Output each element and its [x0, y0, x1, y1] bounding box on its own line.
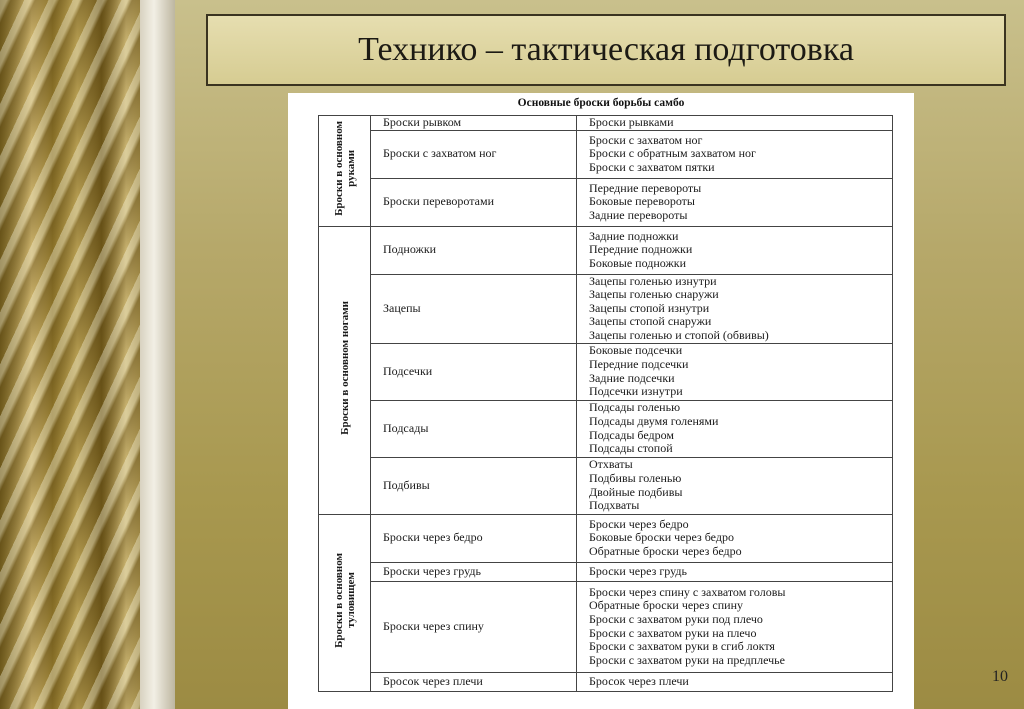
- throws-table: [318, 115, 893, 692]
- technique-item: Броски с захватом ног: [589, 132, 703, 147]
- technique-item: Задние подножки: [589, 228, 679, 243]
- group-label-cell: [319, 514, 371, 691]
- throw-category: Броски через грудь: [371, 562, 577, 581]
- technique-item: Броски с захватом руки на плечо: [589, 625, 757, 640]
- group-label: Броски в основном руками: [332, 121, 357, 216]
- technique-item: Боковые перевороты: [589, 194, 695, 209]
- throw-category: Подсады: [371, 400, 577, 457]
- technique-item: Броски через бедро: [589, 516, 689, 531]
- technique-item: Зацепы голенью изнутри: [589, 273, 717, 288]
- technique-item: Боковые броски через бедро: [589, 530, 734, 545]
- throw-techniques: [577, 400, 893, 457]
- table-row: [319, 457, 893, 514]
- throw-category: Броски рывком: [371, 116, 577, 131]
- table-row: [319, 130, 893, 178]
- technique-item: Броски с захватом пятки: [589, 159, 715, 174]
- throw-techniques: [577, 457, 893, 514]
- throw-category: Зацепы: [371, 274, 577, 343]
- technique-item: Боковые подножки: [589, 255, 687, 270]
- throw-techniques: [577, 343, 893, 400]
- throw-category: Подбивы: [371, 457, 577, 514]
- technique-item: Задние перевороты: [589, 207, 688, 222]
- throw-category: Броски через спину: [371, 581, 577, 672]
- technique-item: Передние подножки: [589, 242, 693, 257]
- throw-techniques: [577, 581, 893, 672]
- technique-item: Подсады двумя голенями: [589, 413, 719, 428]
- technique-item: Броски рывками: [589, 115, 674, 129]
- technique-item: Подсады голенью: [589, 400, 681, 415]
- throw-category: Бросок через плечи: [371, 672, 577, 691]
- table-row: [319, 562, 893, 581]
- technique-item: Подсады бедром: [589, 427, 674, 442]
- throw-category: Броски переворотами: [371, 178, 577, 226]
- document-title: Основные броски борьбы самбо: [517, 97, 685, 109]
- technique-item: Зацепы стопой снаружи: [589, 314, 712, 329]
- technique-item: Зацепы стопой изнутри: [589, 300, 710, 315]
- throw-techniques: [577, 274, 893, 343]
- technique-item: Отхваты: [589, 457, 633, 472]
- throw-category: Броски через бедро: [371, 514, 577, 562]
- throw-techniques: [577, 178, 893, 226]
- technique-item: Зацепы голенью и стопой (обвивы): [589, 327, 769, 342]
- technique-item: Подбивы голенью: [589, 470, 682, 485]
- table-row: [319, 343, 893, 400]
- technique-item: Броски с захватом руки под плечо: [589, 611, 763, 626]
- technique-item: Подсечки изнутри: [589, 384, 683, 399]
- throw-category: Броски с захватом ног: [371, 130, 577, 178]
- technique-item: Передние подсечки: [589, 356, 689, 371]
- technique-item: Обратные броски через спину: [589, 598, 743, 613]
- title-box: [206, 14, 1006, 86]
- technique-item: Задние подсечки: [589, 370, 675, 385]
- group-label-cell: [319, 226, 371, 514]
- throw-techniques: [577, 226, 893, 274]
- technique-item: Обратные броски через бедро: [589, 543, 742, 558]
- table-row: [319, 672, 893, 691]
- table-row: [319, 400, 893, 457]
- throw-techniques: [577, 116, 893, 131]
- technique-item: Броски с захватом руки на предплечье: [589, 652, 785, 667]
- technique-item: Подхваты: [589, 498, 640, 513]
- table-row: [319, 226, 893, 274]
- slide-title: Технико – тактическая подготовка: [358, 31, 854, 68]
- group-label: Броски в основном ногами: [338, 300, 351, 435]
- technique-item: Броски с захватом руки в сгиб локтя: [589, 639, 775, 654]
- throw-techniques: [577, 130, 893, 178]
- technique-item: Бросок через плечи: [589, 673, 689, 688]
- page-number: 10: [992, 668, 1008, 685]
- throw-category: Подножки: [371, 226, 577, 274]
- group-label: Броски в основном туловищем: [332, 552, 357, 648]
- technique-item: Броски с обратным захватом ног: [589, 146, 756, 161]
- technique-item: Передние перевороты: [589, 180, 702, 195]
- throw-techniques: [577, 672, 893, 691]
- table-row: [319, 116, 893, 131]
- table-row: [319, 274, 893, 343]
- technique-item: Броски через спину с захватом головы: [589, 584, 786, 599]
- throw-techniques: [577, 514, 893, 562]
- curtain-edge: [140, 0, 175, 709]
- table-row: [319, 514, 893, 562]
- throw-category: Подсечки: [371, 343, 577, 400]
- technique-item: Зацепы голенью снаружи: [589, 287, 719, 302]
- technique-item: Боковые подсечки: [589, 343, 683, 358]
- group-label-cell: [319, 116, 371, 227]
- document-image: [288, 93, 914, 709]
- technique-item: Броски через грудь: [589, 563, 687, 578]
- technique-item: Двойные подбивы: [589, 484, 683, 499]
- technique-item: Подсады стопой: [589, 441, 673, 456]
- table-row: [319, 581, 893, 672]
- table-row: [319, 178, 893, 226]
- throw-techniques: [577, 562, 893, 581]
